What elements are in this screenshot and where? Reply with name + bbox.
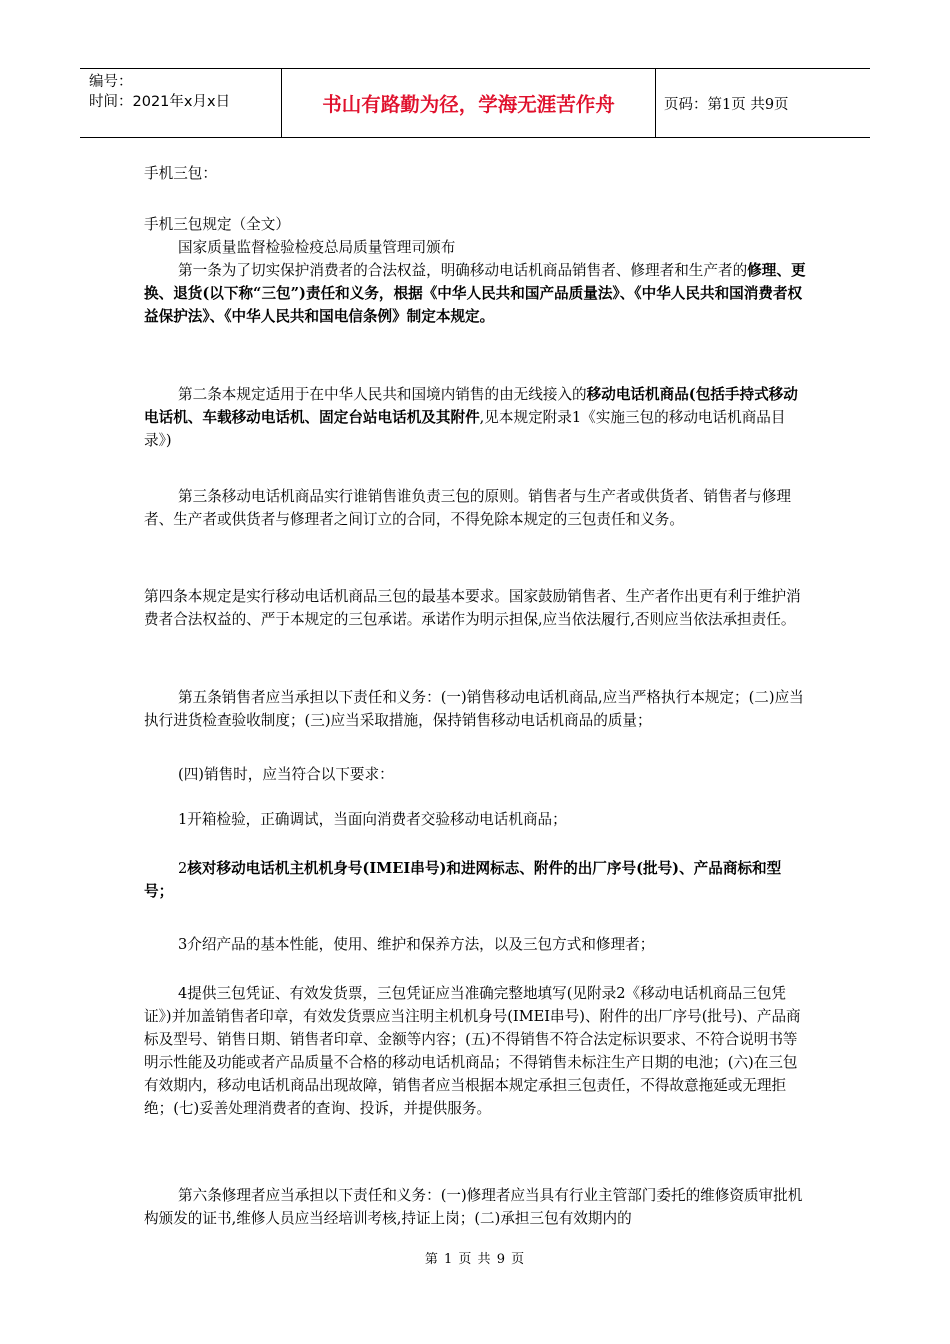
article-4: 第四条本规定是实行移动电话机商品三包的最基本要求。国家鼓励销售者、生产者作出更有利于维护消费者合法权益的、严于本规定的三包承诺。承诺作为明示担保,应当依法履行,否则应当依法承担责任。 — [144, 588, 801, 628]
article-3: 第三条移动电话机商品实行谁销售谁负责三包的原则。销售者与生产者或供货者、销售者与修理者、生产者或供货者与修理者之间订立的合同，不得免除本规定的三包责任和义务。 — [144, 488, 791, 528]
doc-title: 手机三包： — [144, 165, 217, 182]
list-item-2-bold: 核对移动电话机主机机身号(IMEI串号)和进网标志、附件的出厂序号(批号)、产品商标和型号； — [144, 860, 782, 900]
article-5-item-4: (四)销售时，应当符合以下要求： — [178, 766, 394, 783]
list-item-4: 4提供三包凭证、有效发货票，三包凭证应当准确完整地填写(见附录2《移动电话机商品三包凭证》)并加盖销售者印章，有效发货票应当注明主机机身号(IMEI串号)、附件的出厂序号(批号)、产品商标及型号、销售日期、销售者印章、金额等内容；(五)不得销售不符合法定标识要求、不符合说明书等明示性能及功能或者产品质量不合格的移动电话机商品；不得销售未标注生产日期的电池；(六)在三包有效期内，移动电话机商品出现故障，销售者应当根据本规定承担三包责任，不得故意拖延或无理拒绝；(七)妥善处理消费者的查询、投诉，并提供服务。 — [144, 985, 801, 1117]
article-2 — [144, 383, 808, 452]
page-footer: 第 1 页 共 9 页 — [424, 1252, 526, 1267]
doc-issuer: 国家质量监督检验检疫总局质量管理司颁布 — [178, 239, 456, 256]
article-2-text: 第二条本规定适用于在中华人民共和国境内销售的由无线接入的 — [178, 386, 587, 403]
article-1 — [144, 259, 808, 328]
header-page-info: 页码：第1页 共9页 — [664, 96, 789, 113]
list-item-1: 1开箱检验，正确调试，当面向消费者交验移动电话机商品； — [178, 811, 567, 828]
header-meta — [80, 69, 281, 137]
article-5: 第五条销售者应当承担以下责任和义务：(一)销售移动电话机商品,应当严格执行本规定；(二)应当执行进货检查验收制度；(三)应当采取措施，保持销售移动电话机商品的质量； — [144, 689, 804, 729]
list-item-3: 3介绍产品的基本性能，使用、维护和保养方法，以及三包方式和修理者； — [178, 936, 655, 953]
article-6: 第六条修理者应当承担以下责任和义务：(一)修理者应当具有行业主管部门委托的维修资质审批机构颁发的证书,维修人员应当经培训考核,持证上岗；(二)承担三包有效期内的 — [144, 1187, 803, 1227]
list-item-2 — [144, 857, 808, 903]
list-item-2-number: 2 — [178, 860, 188, 877]
article-1-text: 第一条为了切实保护消费者的合法权益，明确移动电话机商品销售者、修理者和生产者的 — [178, 262, 748, 279]
time-label: 时间：2021年x月x日 — [89, 94, 231, 110]
article-2-tail: ,见本规定附录1《实施三包的移动电话机商品目录》) — [144, 409, 786, 449]
article-1-bold: 修理、更换、退货(以下称“三包”)责任和义务，根据《中华人民共和国产品质量法》、《中华人民共和国消费者权益保护法》、《中华人民共和国电信条例》制定本规定。 — [144, 262, 806, 325]
number-label: 编号： — [89, 74, 133, 90]
header-motto: 书山有路勤为径，学海无涯苦作舟 — [281, 69, 656, 137]
document-header — [80, 68, 870, 138]
article-2-bold: 移动电话机商品(包括手持式移动电话机、车载移动电话机、固定台站电话机及其附件 — [144, 386, 798, 426]
doc-subtitle: 手机三包规定（全文） — [144, 216, 290, 233]
